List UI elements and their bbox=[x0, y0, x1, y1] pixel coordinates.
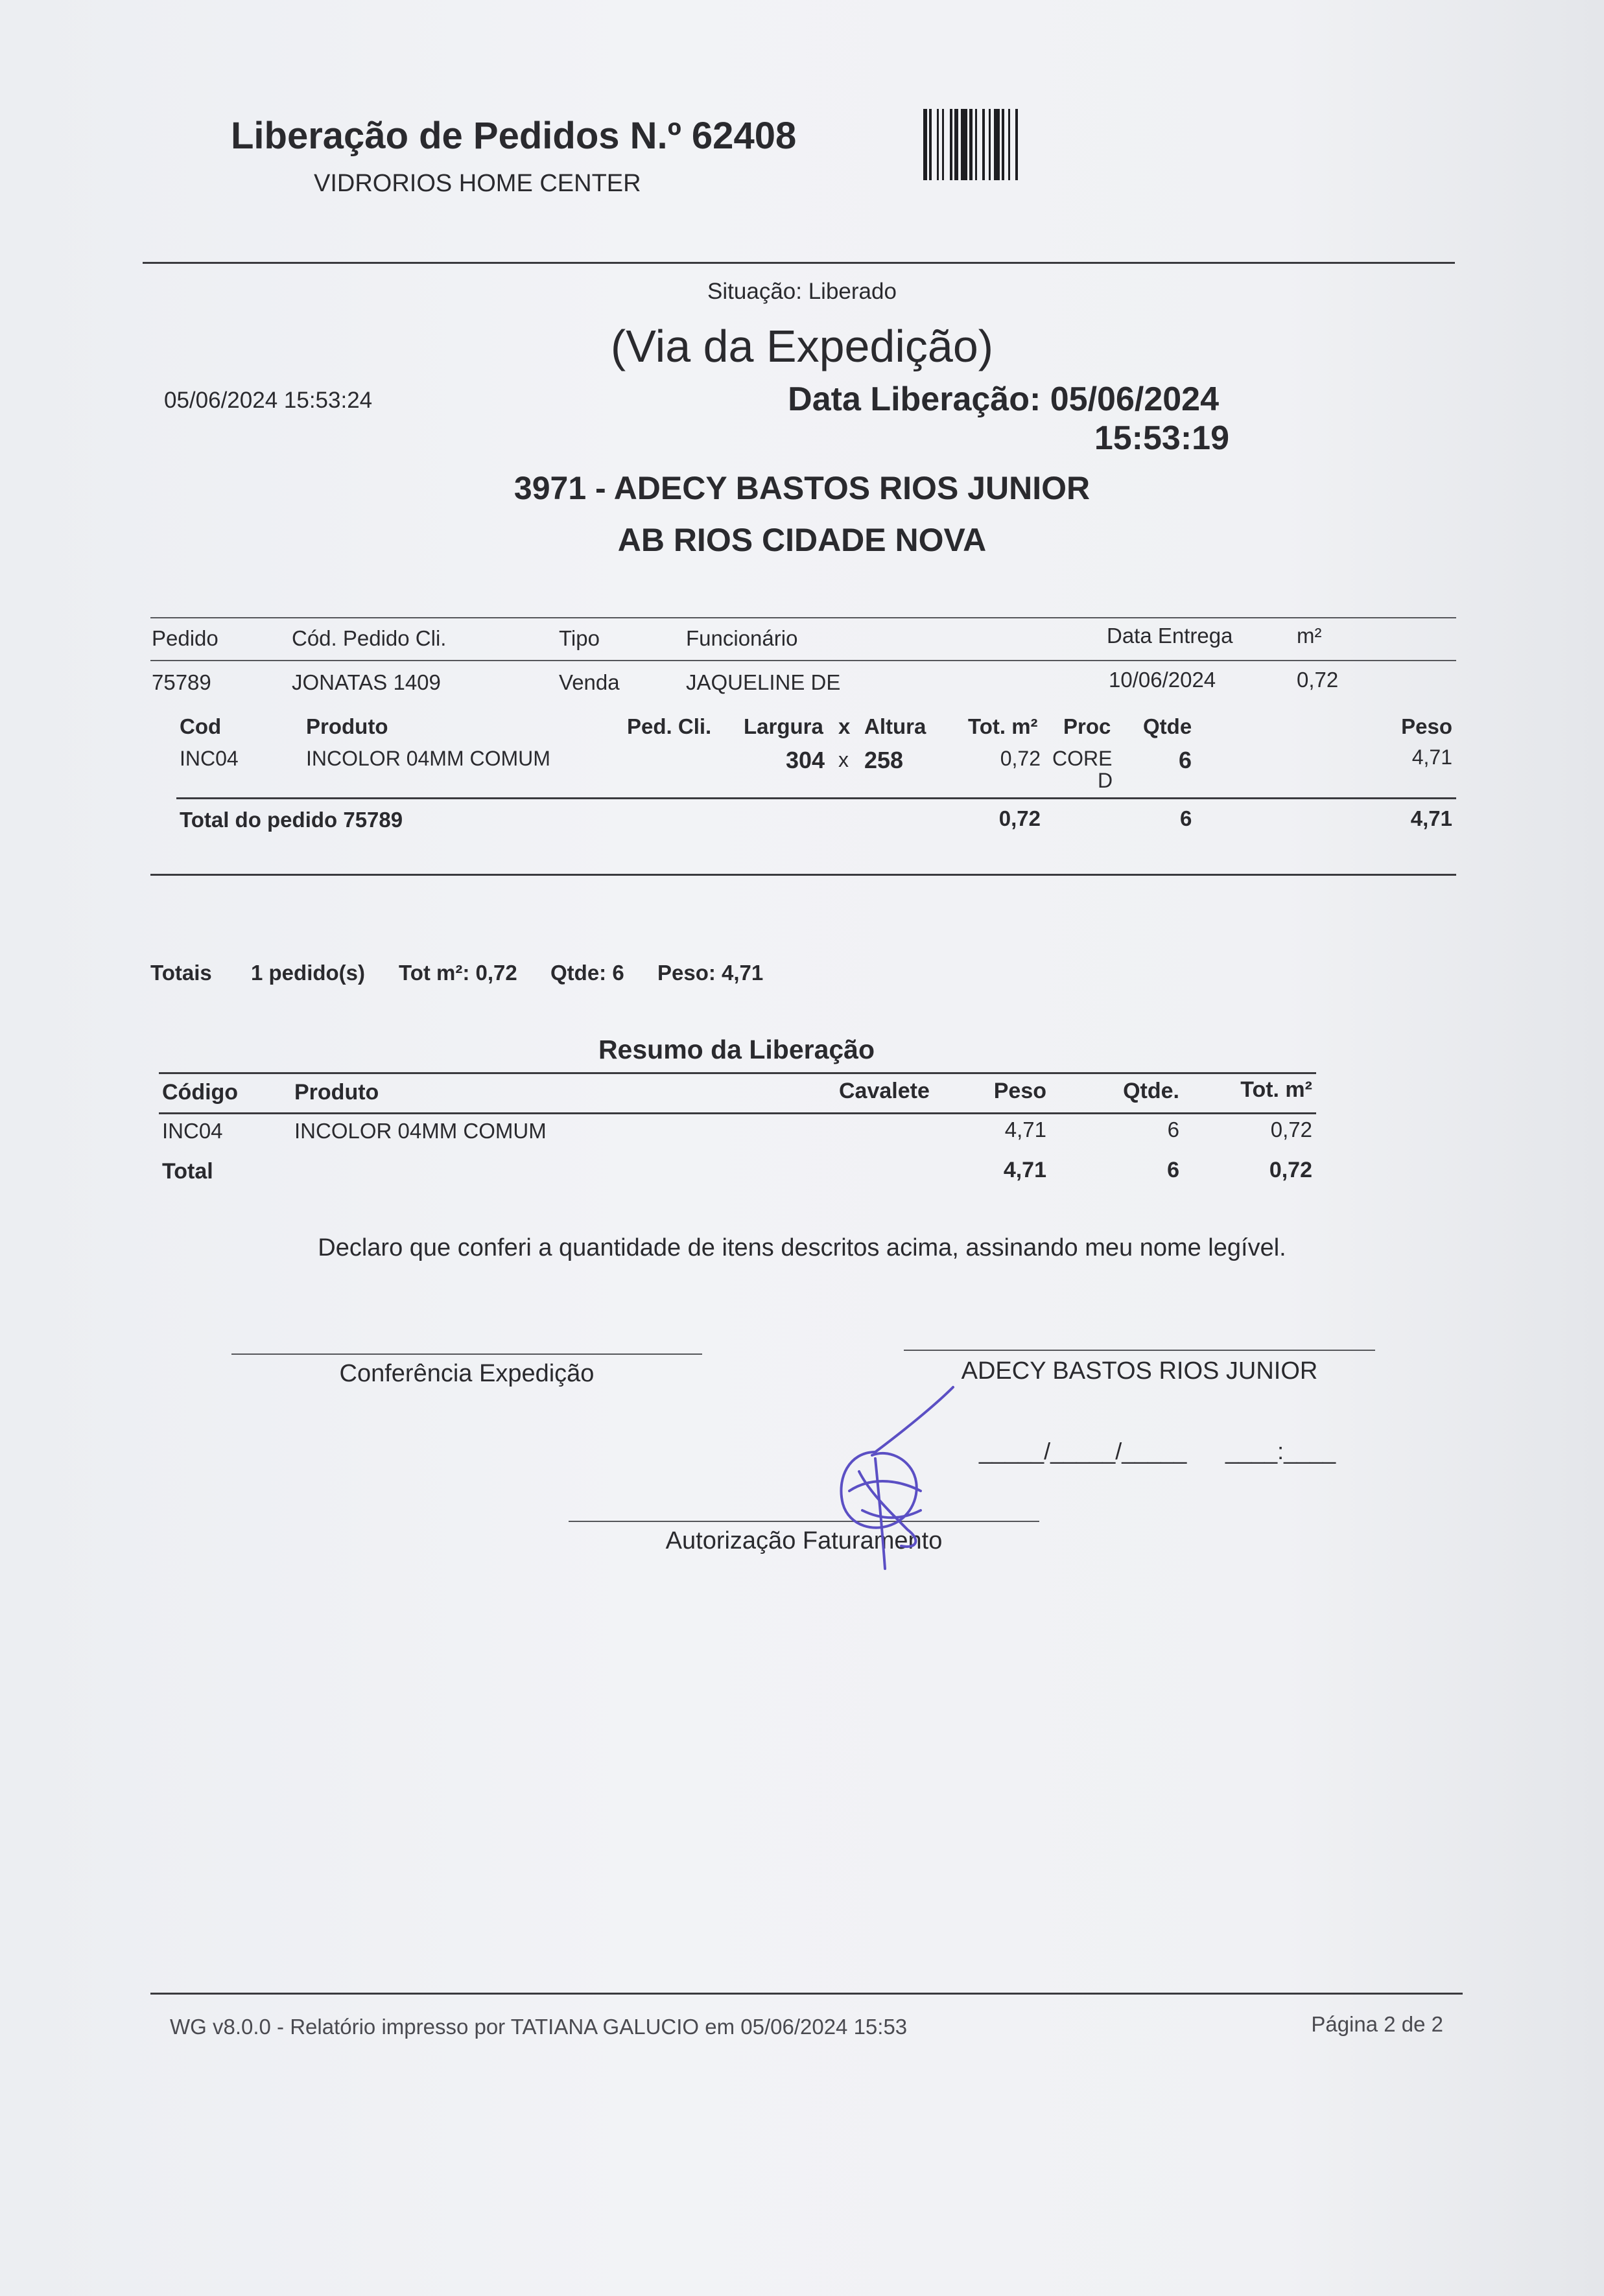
footer-rule bbox=[150, 1993, 1463, 1995]
print-datetime: 05/06/2024 15:53:24 bbox=[164, 388, 373, 413]
header-rule bbox=[143, 262, 1455, 264]
order-total-peso: 4,71 bbox=[1410, 806, 1452, 830]
declaration-text: Declaro que conferi a quantidade de itens descritos acima, assinando meu nome legível. bbox=[318, 1234, 1286, 1261]
client-signature-name: ADECY BASTOS RIOS JUNIOR bbox=[961, 1357, 1318, 1385]
order-funcionario: JAQUELINE DE bbox=[686, 670, 841, 694]
order-total-label: Total do pedido 75789 bbox=[180, 808, 403, 832]
client-store: AB RIOS CIDADE NOVA bbox=[617, 522, 987, 558]
item-largura: 304 bbox=[786, 747, 825, 773]
client-signature-line bbox=[904, 1350, 1375, 1351]
col-header-tipo: Tipo bbox=[559, 626, 600, 650]
item-header-cod: Cod bbox=[180, 714, 222, 738]
item-x: x bbox=[838, 748, 849, 771]
resumo-total-qtde: 6 bbox=[1167, 1158, 1179, 1182]
autorizacao-signature-line bbox=[569, 1521, 1039, 1522]
totais-pedidos: 1 pedido(s) bbox=[251, 961, 366, 985]
resumo-produto: INCOLOR 04MM COMUM bbox=[294, 1119, 547, 1143]
resumo-total-label: Total bbox=[162, 1159, 213, 1184]
autorizacao-label: Autorização Faturamento bbox=[665, 1527, 943, 1554]
item-header-ped-cli: Ped. Cli. bbox=[627, 714, 712, 738]
resumo-peso: 4,71 bbox=[1004, 1118, 1046, 1142]
conferencia-label: Conferência Expedição bbox=[339, 1360, 595, 1387]
item-header-proc: Proc bbox=[1063, 714, 1111, 738]
item-header-produto: Produto bbox=[306, 714, 388, 738]
col-header-pedido: Pedido bbox=[152, 626, 218, 650]
order-total-m2: 0,72 bbox=[998, 806, 1041, 830]
item-produto: INCOLOR 04MM COMUM bbox=[306, 747, 550, 770]
item-header-largura: Largura bbox=[744, 714, 823, 738]
totais-tot-m2: Tot m²: 0,72 bbox=[399, 961, 517, 985]
item-proc: CORE bbox=[1052, 747, 1113, 770]
footer-print-info: WG v8.0.0 - Relatório impresso por TATIANA GALUCIO em 05/06/2024 15:53 bbox=[170, 2015, 908, 2039]
resumo-codigo: INC04 bbox=[162, 1119, 223, 1143]
order-table-bottom-rule bbox=[150, 874, 1456, 876]
order-data-entrega: 10/06/2024 bbox=[1109, 668, 1216, 692]
col-header-cod-pedido-cli: Cód. Pedido Cli. bbox=[292, 626, 447, 650]
handwritten-signature-icon bbox=[823, 1381, 966, 1575]
totais-qtde: Qtde: 6 bbox=[550, 961, 624, 985]
item-header-x: x bbox=[838, 714, 851, 738]
resumo-header-codigo: Código bbox=[162, 1080, 239, 1105]
resumo-header-peso: Peso bbox=[993, 1079, 1046, 1103]
totais-label: Totais bbox=[150, 961, 212, 985]
time-blank: ____:____ bbox=[1225, 1438, 1336, 1464]
order-pedido: 75789 bbox=[152, 670, 211, 694]
status-text: Situação: Liberado bbox=[707, 279, 897, 304]
via-title: (Via da Expedição) bbox=[610, 321, 994, 371]
company-name: VIDRORIOS HOME CENTER bbox=[314, 170, 641, 197]
item-altura: 258 bbox=[864, 747, 904, 773]
resumo-title: Resumo da Liberação bbox=[598, 1035, 875, 1064]
resumo-tot-m2: 0,72 bbox=[1270, 1118, 1312, 1142]
client-name: 3971 - ADECY BASTOS RIOS JUNIOR bbox=[513, 470, 1091, 506]
item-tot-m2: 0,72 bbox=[1000, 747, 1041, 770]
resumo-header-qtde: Qtde. bbox=[1123, 1079, 1179, 1103]
item-header-peso: Peso bbox=[1401, 714, 1452, 738]
order-cod-pedido-cli: JONATAS 1409 bbox=[292, 670, 441, 694]
item-header-tot-m2: Tot. m² bbox=[968, 714, 1038, 738]
resumo-total-tot-m2: 0,72 bbox=[1269, 1158, 1312, 1182]
resumo-header-cavalete: Cavalete bbox=[839, 1079, 930, 1103]
col-header-funcionario: Funcionário bbox=[686, 626, 798, 650]
item-peso: 4,71 bbox=[1411, 745, 1452, 769]
item-header-qtde: Qtde bbox=[1143, 714, 1192, 738]
resumo-qtde: 6 bbox=[1167, 1118, 1179, 1142]
items-total-rule bbox=[176, 797, 1456, 799]
order-tipo: Venda bbox=[559, 670, 620, 694]
resumo-header-produto: Produto bbox=[294, 1080, 379, 1105]
document-title: Liberação de Pedidos N.º 62408 bbox=[231, 115, 797, 157]
col-header-data-entrega: Data Entrega bbox=[1107, 624, 1233, 648]
item-header-altura: Altura bbox=[864, 714, 926, 738]
date-blank: _____/_____/_____ bbox=[979, 1438, 1187, 1464]
page-number: Página 2 de 2 bbox=[1311, 2012, 1443, 2036]
item-qtde: 6 bbox=[1179, 747, 1192, 773]
item-cod: INC04 bbox=[180, 747, 239, 770]
order-total-qtde: 6 bbox=[1180, 806, 1192, 830]
resumo-header-rule bbox=[159, 1112, 1316, 1114]
order-m2: 0,72 bbox=[1297, 668, 1339, 692]
resumo-header-tot-m2: Tot. m² bbox=[1240, 1077, 1312, 1102]
release-date: Data Liberação: 05/06/2024 bbox=[788, 381, 1219, 418]
order-table-top-rule bbox=[150, 617, 1456, 618]
order-table-header-rule bbox=[150, 660, 1456, 661]
release-time: 15:53:19 bbox=[1094, 419, 1229, 457]
conferencia-signature-line bbox=[231, 1353, 702, 1355]
totais-peso: Peso: 4,71 bbox=[657, 961, 764, 985]
item-proc-cont: D bbox=[1098, 769, 1113, 792]
resumo-total-peso: 4,71 bbox=[1003, 1158, 1046, 1182]
resumo-top-rule bbox=[159, 1072, 1316, 1074]
col-header-m2: m² bbox=[1297, 624, 1322, 648]
barcode-icon bbox=[923, 109, 1154, 180]
